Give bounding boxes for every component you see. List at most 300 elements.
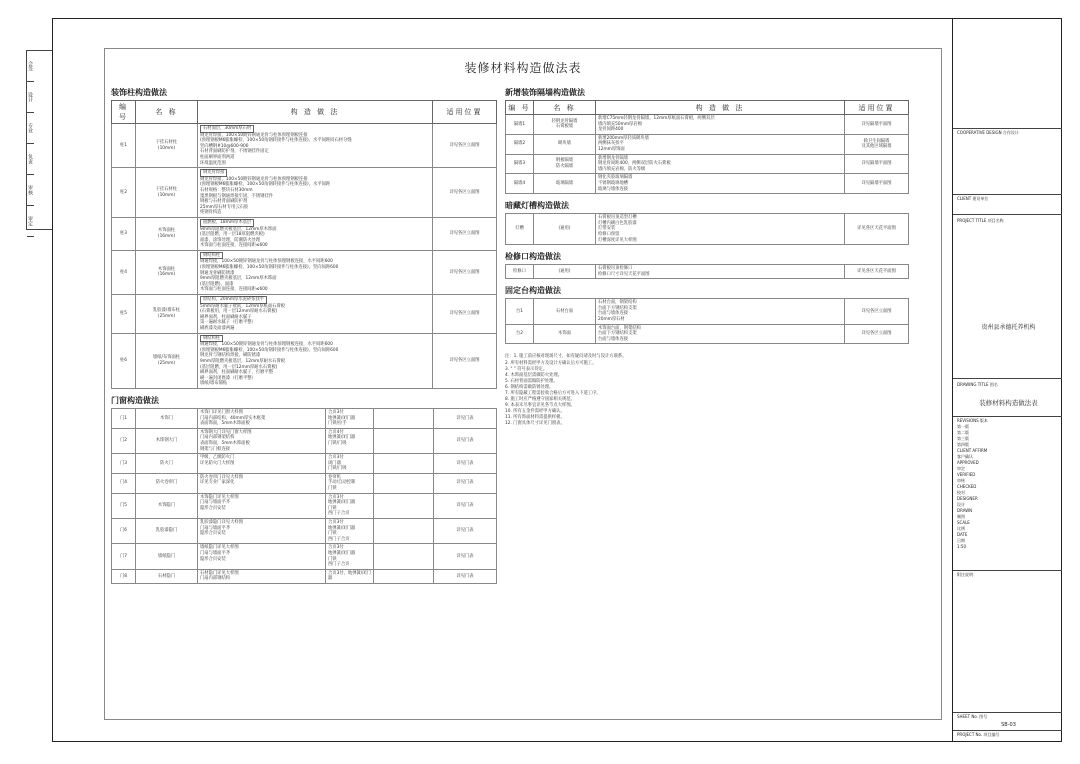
method-line: 9mm厚阻燃夹板基层，12mm厚木饰面 bbox=[200, 226, 277, 232]
drawing-title: 装修材料构造做法表 bbox=[979, 399, 1038, 407]
row-spacer bbox=[374, 569, 434, 583]
row-code: 柱1 bbox=[112, 124, 136, 168]
row-location bbox=[845, 174, 909, 194]
row-method bbox=[198, 333, 433, 388]
left-column bbox=[111, 87, 497, 584]
row-location: 详见门表 bbox=[434, 544, 497, 569]
row-location: 详见门表 bbox=[434, 428, 497, 453]
row-location: 详见门表 bbox=[434, 408, 497, 428]
row-name bbox=[136, 250, 198, 294]
method-line: 表面饰面，5mm木饰面板 bbox=[200, 421, 250, 427]
method-line: 石材台面，钢架结构 bbox=[598, 300, 637, 306]
row-code: 门3 bbox=[112, 454, 136, 474]
method-line: 甲级、乙级防火门 bbox=[200, 455, 235, 461]
row-code: 柱6 bbox=[112, 333, 136, 388]
method-line: 9mm厚阻燃夹板基层，12mm厚木饰面 bbox=[200, 276, 277, 282]
row-hardware bbox=[326, 569, 374, 583]
title-block-fields bbox=[957, 418, 1060, 550]
method-line: 台面与墙体连接 bbox=[598, 336, 629, 342]
row-location: 详见各区立面图 bbox=[433, 250, 497, 294]
location-line: 除卫生间隔墙 bbox=[863, 138, 890, 144]
method-line: (预埋钢板M6膨胀螺栓，100×50角钢转接件与柱体连接)，水平间距同石材分缝 bbox=[200, 138, 352, 144]
method-line: 乳胶漆隐门详见大样图 bbox=[200, 520, 243, 526]
table-row bbox=[112, 544, 497, 569]
row-location bbox=[845, 134, 909, 154]
table-row bbox=[112, 295, 497, 334]
row-spacer bbox=[374, 519, 434, 544]
row-method bbox=[198, 454, 326, 474]
row-spacer bbox=[374, 428, 434, 453]
field-line: CHECKED bbox=[957, 484, 977, 489]
row-location bbox=[845, 214, 909, 245]
row-code: 台2 bbox=[506, 324, 534, 344]
table-row bbox=[112, 124, 497, 168]
project-name: 贵州县承德托养机构 bbox=[981, 324, 1036, 331]
name-line: 石膏板墙 bbox=[555, 124, 574, 130]
field-line: 日期 bbox=[957, 538, 965, 543]
project-no-label: PROJECT No. 项目编号 bbox=[957, 732, 1000, 737]
note-line: 6. 钢结构需做防锈处理。 bbox=[505, 384, 554, 390]
row-code: 检修口 bbox=[506, 265, 534, 279]
table-row bbox=[506, 299, 909, 324]
method-line: 台面下方钢结构支架 bbox=[598, 305, 637, 311]
hardware-line: 门锁/门吸 bbox=[328, 466, 347, 472]
method-line: 9mm厚阻燃夹板基层，12mm厚耐水石膏板 bbox=[200, 358, 286, 364]
sign-off-cell: 会签 bbox=[27, 51, 34, 82]
method-line: 石膏板吊顶检修口 bbox=[598, 266, 633, 272]
method-line: 台面与墙体连接 bbox=[598, 311, 629, 317]
method-line: (预埋钢板M6膨胀螺栓，100×50角钢转接件与柱体连接)，竖向间距600 bbox=[200, 347, 339, 353]
sign-off-cell: 审定 bbox=[27, 206, 34, 237]
row-method bbox=[198, 493, 326, 518]
method-line: 石材背面刷防护剂，不锈钢挂件固定 bbox=[200, 149, 269, 155]
name-line: 干挂石材柱 bbox=[155, 186, 178, 192]
method-line: 12mm厚饰面 bbox=[598, 146, 625, 152]
method-line: 钢化夹胶玻璃隔墙 bbox=[598, 175, 633, 181]
field-line: SCALE bbox=[957, 520, 970, 525]
row-method bbox=[198, 428, 326, 453]
location-line: 详见各区天花平面图 bbox=[857, 226, 896, 232]
sign-off-cell: 设计 bbox=[27, 82, 34, 113]
location-line: 详见隔墙平面图 bbox=[861, 161, 892, 167]
name-line: (16mm) bbox=[157, 272, 176, 278]
field-line: APPROVED bbox=[957, 460, 979, 465]
method-line: 门扇内部钢结构 bbox=[200, 576, 231, 582]
section-heading-columns: 装饰柱构造做法 bbox=[111, 87, 167, 97]
method-line: 钢通焊接，100×50镀锌钢通龙骨与柱体预埋钢板连接，水平间距600 bbox=[200, 259, 333, 265]
row-code: 柱4 bbox=[112, 250, 136, 294]
method-line: 详见防火门大样图 bbox=[200, 460, 235, 466]
row-name bbox=[534, 265, 596, 279]
method-line: 钢龙骨焊接，100×50镀锌钢通龙骨与柱体预埋钢板连接 bbox=[200, 132, 308, 138]
method-line: 检修口预留 bbox=[598, 231, 620, 237]
method-line: 竖向槽钢#10@600-900 bbox=[200, 143, 249, 149]
method-line: 台面下方钢结构支架 bbox=[598, 331, 637, 337]
method-line: 阻燃板，18mm厚木基层 bbox=[200, 219, 254, 227]
row-code: 隔墙3 bbox=[506, 154, 534, 174]
row-location: 详见门表 bbox=[434, 454, 497, 474]
hardware-line: 地弹簧/闭门器 bbox=[328, 415, 356, 421]
row-location: 详见各区立面图 bbox=[433, 333, 497, 388]
method-line: 检修口尺寸详见天花平面图 bbox=[598, 271, 650, 277]
note-line: 3. " " 符号表示待定。 bbox=[505, 366, 548, 372]
revision-line: 第一版 bbox=[957, 424, 969, 429]
method-line: (预埋钢板M6膨胀螺栓，100×50角钢转接件与柱体连接)，水平间距 bbox=[200, 182, 331, 188]
method-line: 墙纸/墙布铺贴 bbox=[200, 381, 228, 387]
table-row bbox=[112, 428, 497, 453]
sign-off-cell: 审核 bbox=[27, 175, 34, 206]
section-heading: 暗藏灯槽构造做法 bbox=[505, 200, 569, 211]
table-header: 名 称 bbox=[534, 101, 596, 115]
row-method bbox=[198, 250, 433, 294]
row-hardware bbox=[326, 408, 374, 428]
field-line: DRAWN bbox=[957, 508, 973, 513]
row-method bbox=[198, 408, 326, 428]
location-line: 详见各区立面图 bbox=[861, 331, 892, 337]
table-row bbox=[506, 174, 909, 194]
row-code: 门8 bbox=[112, 569, 136, 583]
method-line: 环境温度范围 bbox=[200, 160, 226, 166]
sign-off-cell: 负责 bbox=[27, 144, 34, 175]
row-code: 柱5 bbox=[112, 295, 136, 334]
method-line: 石材面层，30mm厚石材 bbox=[200, 125, 254, 133]
row-name: 防火门 bbox=[136, 454, 198, 474]
location-line: 详见各区立面图 bbox=[861, 308, 892, 314]
row-hardware bbox=[326, 493, 374, 518]
row-method bbox=[596, 299, 845, 324]
name-line: 木饰面柱 bbox=[157, 228, 176, 234]
name-line: (通用) bbox=[558, 226, 571, 232]
revision-line: 第三版 bbox=[957, 436, 969, 441]
header-row bbox=[506, 101, 909, 115]
row-method bbox=[198, 217, 433, 250]
method-line: (基层阻燃)，面漆 bbox=[200, 281, 234, 287]
method-line: 钢通龙骨刷防锈漆 bbox=[200, 270, 235, 276]
method-line: 5mm厚耐水腻子批嵌，12mm厚纸面石膏板 bbox=[200, 303, 286, 309]
sign-off-cell: 专业 bbox=[27, 113, 34, 144]
method-line: 25mm厚石材专用云石胶 bbox=[200, 204, 249, 210]
table-row bbox=[506, 214, 909, 245]
name-line: (16mm) bbox=[157, 233, 176, 239]
name-line: 干挂石材柱 bbox=[155, 139, 178, 145]
row-name: 防火卷帘门 bbox=[136, 473, 198, 493]
page-title: 装修材料构造做法表 bbox=[464, 61, 582, 75]
method-line: 新增钢龙骨隔墙 bbox=[598, 155, 629, 161]
method-line: 刷界面剂，柱面刷耐水腻子 bbox=[200, 314, 252, 320]
location-line: 详见各区天花平面图 bbox=[857, 268, 896, 274]
method-line: 防火卷帘门详见大样图 bbox=[200, 474, 243, 480]
row-location: 详见各区立面图 bbox=[433, 217, 497, 250]
method-line: 石膏板吊顶造型灯槽 bbox=[598, 215, 637, 221]
method-line: 刷界面剂，柱面刷耐水腻子，打磨平整 bbox=[200, 370, 274, 376]
hardware-line: 地弹簧/闭门器 bbox=[328, 525, 356, 531]
row-method bbox=[596, 134, 845, 154]
row-name bbox=[534, 299, 596, 324]
hardware-line: 手动/自动控制 bbox=[328, 480, 356, 486]
note-line: 10. 所有五金件需经甲方确认。 bbox=[505, 409, 565, 415]
section-table bbox=[505, 264, 909, 279]
hardware-line: 合页3付 bbox=[328, 409, 344, 415]
method-line: 石材隐门详见大样图 bbox=[200, 570, 239, 576]
method-line: 不锈钢玻璃地槽 bbox=[598, 180, 629, 186]
row-hardware bbox=[326, 473, 374, 493]
name-line: 防火隔墙 bbox=[555, 163, 574, 169]
hardware-line: 闭门器 bbox=[328, 460, 341, 466]
project-title-label: PROJECT TITLE 项目名称 bbox=[957, 218, 1004, 223]
table-row bbox=[506, 324, 909, 344]
hardware-line: 地弹簧/闭门器 bbox=[328, 551, 356, 556]
name-line: (通用) bbox=[558, 268, 571, 274]
row-name bbox=[534, 115, 596, 135]
table-row bbox=[112, 333, 497, 388]
method-line: 表面饰面，5mm木饰面板 bbox=[200, 440, 250, 446]
row-location bbox=[845, 154, 909, 174]
method-line: 刷一遍封闭底漆（打磨平整） bbox=[200, 375, 256, 381]
section-heading: 固定台构造做法 bbox=[505, 285, 561, 296]
section-table bbox=[505, 213, 909, 245]
row-code: 门5 bbox=[112, 493, 136, 518]
table-row bbox=[112, 408, 497, 428]
row-location bbox=[845, 299, 909, 324]
field-line: 设计 bbox=[957, 502, 965, 507]
row-spacer bbox=[374, 544, 434, 569]
revision-line: 第四版 bbox=[957, 442, 969, 447]
hardware-line: 门锁 bbox=[328, 556, 337, 562]
row-spacer bbox=[374, 454, 434, 474]
field-line: CLIENT AFFIRM bbox=[957, 448, 988, 453]
row-name: 乳胶漆隐门 bbox=[136, 519, 198, 544]
table-row bbox=[506, 265, 909, 279]
method-line: 钢龙骨间距400，两侧双层防火石膏板 bbox=[598, 161, 671, 167]
drawing-title-label: DRAWING TITLE 图名 bbox=[957, 382, 998, 387]
name-line: (10mm) bbox=[157, 145, 176, 151]
row-method bbox=[596, 214, 845, 245]
method-line: 灯槽内刷白色乳胶漆 bbox=[598, 220, 637, 226]
method-line: 隐形合页安装 bbox=[200, 556, 226, 562]
row-code: 台1 bbox=[506, 299, 534, 324]
table-header: 编 号 bbox=[506, 101, 534, 115]
row-hardware bbox=[326, 454, 374, 474]
note-line: 12. 门窗具体尺寸详见门窗表。 bbox=[505, 421, 565, 427]
table-row bbox=[112, 493, 497, 518]
row-method bbox=[596, 154, 845, 174]
row-name bbox=[534, 154, 596, 174]
row-method bbox=[198, 473, 326, 493]
row-method bbox=[198, 295, 433, 334]
row-location: 详见各区立面图 bbox=[433, 295, 497, 334]
notes-label: 附注说明： bbox=[957, 572, 977, 577]
cooperative-label: COOPERATIVE DESIGN 合作设计 bbox=[957, 130, 1019, 135]
revision-line: REVISIONS 版本 bbox=[957, 418, 988, 423]
row-method bbox=[198, 544, 326, 569]
columns-table bbox=[111, 100, 497, 389]
method-line: (预埋钢板M6膨胀螺栓，100×50角钢转接件与柱体连接)，竖向间距600 bbox=[200, 265, 339, 271]
row-code: 门7 bbox=[112, 544, 136, 569]
hardware-line: 合页4付 bbox=[328, 429, 344, 435]
header-location: 适用位置 bbox=[433, 101, 497, 124]
method-line: 钢板与石材背面刷防护剂 bbox=[200, 199, 248, 205]
row-code: 门2 bbox=[112, 428, 136, 453]
row-method bbox=[198, 519, 326, 544]
method-line: 刷底漆及面漆两遍 bbox=[200, 326, 235, 331]
method-line: (基层阻燃，用一层18厚阻燃夹板) bbox=[200, 232, 265, 238]
hardware-line: 合页3付，地弹簧/闭门器 bbox=[328, 570, 371, 582]
method-line: 木饰面台面，钢架结构 bbox=[598, 325, 641, 331]
scale-value: 1:50 bbox=[957, 544, 966, 549]
method-line: 石材规格：整块石材30mm bbox=[200, 187, 253, 193]
method-line: 面漆，涂饰处理，防潮防火处理 bbox=[200, 237, 261, 243]
row-location bbox=[845, 324, 909, 344]
table-row bbox=[506, 115, 909, 135]
method-line: 隐形合页安装 bbox=[200, 531, 226, 537]
sheet bbox=[104, 48, 942, 720]
method-line: (基层阻燃，用一层12mm厚耐水石膏板) bbox=[200, 364, 278, 370]
row-method bbox=[198, 124, 433, 168]
row-name: 墙纸隐门 bbox=[136, 544, 198, 569]
row-name bbox=[136, 333, 198, 388]
name-line: 轻钢龙骨隔墙 bbox=[551, 118, 578, 124]
table-row bbox=[506, 154, 909, 174]
row-location: 详见门表 bbox=[434, 569, 497, 583]
method-line: 灯槽深度详见大样图 bbox=[598, 237, 637, 243]
row-location: 详见各区立面图 bbox=[433, 168, 497, 218]
method-line: 门扇内部钢架结构 bbox=[200, 435, 235, 441]
section-heading-doors: 门窗构造做法 bbox=[111, 394, 159, 405]
row-location bbox=[845, 115, 909, 135]
hardware-line: 西门子合页 bbox=[328, 536, 350, 542]
method-line: 详见专业厂家深化 bbox=[200, 480, 235, 486]
method-line: 隐形合页安装 bbox=[200, 505, 226, 511]
row-name bbox=[136, 295, 198, 334]
header-method: 构 造 做 法 bbox=[198, 101, 433, 124]
sheet-label: SHEET No. 图号 bbox=[957, 714, 988, 719]
table-row bbox=[112, 454, 497, 474]
hardware-line: 地弹簧/闭门器 bbox=[328, 500, 356, 506]
method-line: 灯带安装 bbox=[598, 226, 616, 232]
row-hardware bbox=[326, 428, 374, 453]
right-column bbox=[505, 87, 909, 428]
method-line: 20mm厚石材 bbox=[598, 317, 625, 323]
method-line: 钢龙骨焊接，100×50镀锌钢通龙骨与柱体预埋钢板连接 bbox=[200, 176, 308, 182]
row-code: 门6 bbox=[112, 519, 136, 544]
row-code: 柱2 bbox=[112, 168, 136, 218]
row-code: 门4 bbox=[112, 473, 136, 493]
hardware-line: 合页3付 bbox=[328, 494, 344, 500]
hardware-line: 合页3付 bbox=[328, 545, 344, 551]
method-line: 门扇与墙面平齐 bbox=[200, 525, 231, 531]
method-line: 墙内填充岩棉，防火等级 bbox=[598, 166, 646, 172]
hardware-line: 门锁 bbox=[328, 531, 337, 537]
row-hardware bbox=[326, 519, 374, 544]
method-line: 柱面刷界面剂两道 bbox=[200, 154, 235, 160]
row-name bbox=[534, 134, 596, 154]
section-heading: 新增装饰隔墙构造做法 bbox=[505, 87, 585, 97]
method-line: 门扇与墙面平齐 bbox=[200, 500, 231, 506]
method-line: 钢龙骨焊接 bbox=[200, 169, 227, 177]
name-line: 石材台面 bbox=[555, 308, 574, 314]
method-line: (石膏板用，用一层12mm厚耐水石膏板) bbox=[200, 309, 278, 315]
method-line: 门扇与墙面平齐 bbox=[200, 551, 231, 556]
row-name: 木饰门 bbox=[136, 408, 198, 428]
note-line: 8. 施工时应严格遵守国家相关规范。 bbox=[505, 397, 575, 403]
note-line: 4. 木饰面基层需做防火处理。 bbox=[505, 372, 563, 378]
row-code: 灯槽 bbox=[506, 214, 534, 245]
table-row bbox=[112, 168, 497, 218]
method-line: 木饰钢大门详见门窗大样图 bbox=[200, 429, 252, 435]
table-header: 适用位置 bbox=[845, 101, 909, 115]
row-location: 详见各区立面图 bbox=[433, 124, 497, 168]
sheet-number: SB-03 bbox=[1001, 722, 1016, 728]
row-name bbox=[136, 124, 198, 168]
method-line: 钢通焊接，100×50镀锌钢通龙骨与柱体预埋钢板连接，水平间距600 bbox=[200, 342, 333, 348]
row-method bbox=[596, 265, 845, 279]
row-code: 隔墙1 bbox=[506, 115, 534, 135]
row-code: 隔墙4 bbox=[506, 174, 534, 194]
note-line: 9. 本表未尽事宜详见各节点大样图。 bbox=[505, 403, 575, 409]
table-row bbox=[112, 473, 497, 493]
field-line: 校对 bbox=[957, 490, 965, 495]
row-location: 详见门表 bbox=[434, 493, 497, 518]
table-row bbox=[112, 569, 497, 583]
name-line: 乳胶漆/墙布柱 bbox=[152, 308, 181, 314]
row-spacer bbox=[374, 408, 434, 428]
name-line: (10mm) bbox=[157, 192, 176, 198]
field-line: 审核 bbox=[957, 478, 965, 483]
row-name: 木饰隐门 bbox=[136, 493, 198, 518]
method-line: 第一遍耐水腻子（打磨平整） bbox=[200, 320, 256, 326]
row-location: 详见门表 bbox=[434, 519, 497, 544]
method-line: 墙内填充50mm厚岩棉 bbox=[598, 121, 642, 127]
name-line: 木饰面柱 bbox=[157, 266, 176, 272]
notes bbox=[505, 354, 909, 427]
method-line: 玻璃与墙体连接 bbox=[598, 186, 629, 192]
name-line: 钢板隔墙 bbox=[555, 158, 574, 164]
note-line: 11. 所有饰面材料需提供样板。 bbox=[505, 415, 565, 421]
revision-line: 第二版 bbox=[957, 430, 969, 435]
row-code: 门1 bbox=[112, 408, 136, 428]
location-line: 及其他区域隔墙 bbox=[861, 144, 892, 150]
header-name: 名 称 bbox=[136, 101, 198, 124]
hardware-line: 门锁/拉手 bbox=[328, 421, 347, 427]
name-line: 墙纸/布饰面柱 bbox=[152, 355, 181, 361]
table-row bbox=[112, 519, 497, 544]
field-line: 客户确认 bbox=[957, 454, 973, 459]
method-line: 龙骨间距400 bbox=[598, 127, 624, 133]
row-spacer bbox=[374, 473, 434, 493]
location-line: 详见隔墙平面图 bbox=[861, 121, 892, 127]
row-name bbox=[136, 217, 198, 250]
method-line: 钢结构柱 bbox=[200, 252, 223, 260]
field-line: DESIGNER bbox=[957, 496, 978, 501]
hardware-line: 西门子合页 bbox=[328, 511, 350, 517]
section-table bbox=[505, 298, 909, 344]
method-line: 门扇内部结构，40mm厚实木框架 bbox=[200, 415, 266, 421]
hardware-line: 门锁 bbox=[328, 486, 337, 492]
method-line: 新增200mm厚轻质砌块墙 bbox=[598, 135, 649, 141]
note-line: 2. 所有材料需经甲方及设计方确认后方可施工。 bbox=[505, 360, 597, 366]
row-code: 隔墙2 bbox=[506, 134, 534, 154]
hardware-line: 合页3付 bbox=[328, 520, 344, 526]
method-line: 钢龙骨与钢结构焊接，刷防锈漆 bbox=[200, 353, 261, 359]
name-line: 玻璃隔墙 bbox=[555, 180, 574, 186]
hardware-line: 卷帘机 bbox=[328, 474, 341, 480]
row-method bbox=[596, 115, 845, 135]
method-line: 木饰面与柱面连接，连接间距≤600 bbox=[200, 287, 268, 293]
section-table bbox=[505, 100, 909, 194]
method-line: 纯钢骨构造 bbox=[200, 210, 222, 216]
method-line: 木饰门详见门窗大样图 bbox=[200, 409, 243, 415]
row-code: 柱3 bbox=[112, 217, 136, 250]
